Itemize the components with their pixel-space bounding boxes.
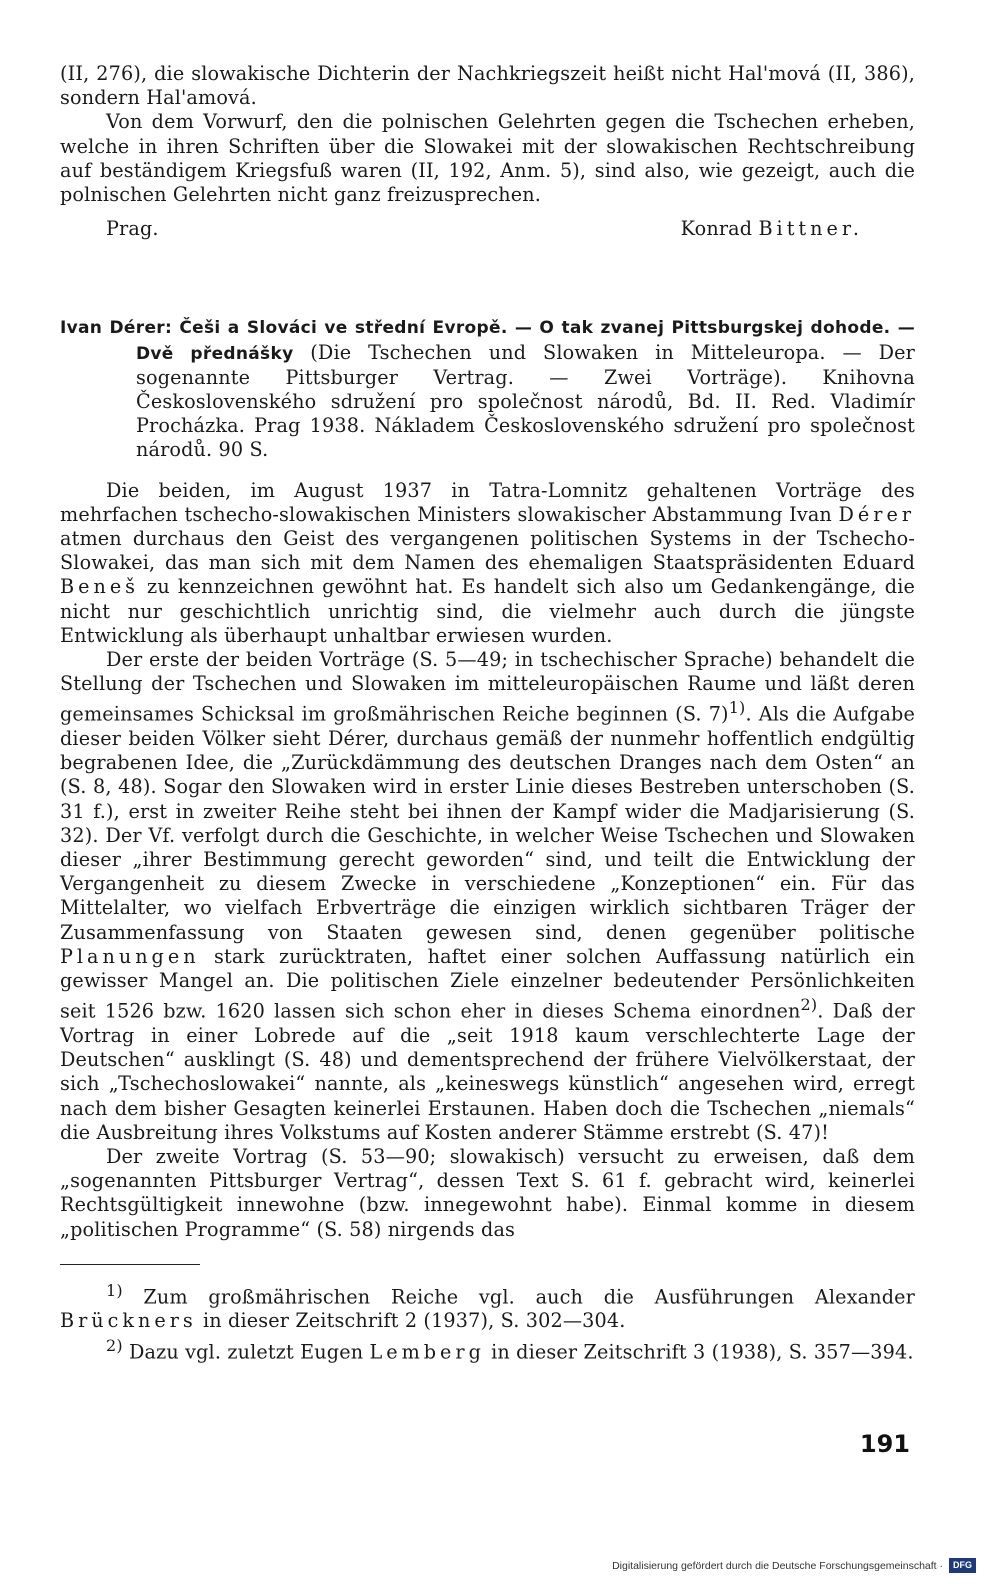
intro-paragraph-1: (II, 276), die slowakische Dichterin der Nachkriegszeit heißt nicht Hal'mová (II, 386), sondern Hal'amová. [60, 62, 915, 110]
footnote-text: Zum großmährischen Reiche vgl. auch die Ausführungen Alexander [122, 1285, 915, 1309]
body-text: stark zurücktraten, haftet einer solchen Auffassung natürlich ein gewisser Mangel an. Die politischen Ziele einzelner bedeutender Persönlichkeiten seit 1526 bzw. 1620 lassen sich schon eher in dieses Schema einordnen [60, 944, 915, 1023]
footnote-ref-1: 1) [728, 698, 746, 718]
footnote-ref-2: 2) [800, 995, 818, 1015]
body-paragraph-2 [60, 648, 915, 1145]
body-text: . Als die Aufgabe dieser beiden Völker sieht Dérer, durchaus gemäß der nunmehr hoffentlich endgültig begrabenen Idee, die „Zurückdämmung des deutschen Dranges nach dem Osten“ an (S. 8, 48). Sogar den Slowaken wird in erster Linie dieses Bestreben unterschoben (S. 31 f.), erst in zweiter Reihe steht bei ihnen der Kampf wider die Madjarisierung (S. 32). Der Vf. verfolgt durch die Geschichte, in welcher Weise Tschechen und Slowaken dieser „ihrer Bestimmung gerecht geworden“ sind, und teilt die Entwicklung der Vergangenheit zu diesem Zwecke in verschiedene „Konzeptionen“ ein. Für das Mittelalter, wo vielfach Erbverträge die einzigen wirklich sichtbaren Träger der Zusammenfassung von Staaten gewesen sind, denen gegenüber politische [60, 702, 915, 944]
signature-author-first: Konrad [680, 217, 753, 241]
body-text: atmen durchaus den Geist des vergangenen politischen Systems in der Tschecho-Slowakei, das man sich mit dem Namen des ehemaligen Staatspräsidenten Eduard [60, 527, 915, 575]
review-details: (Die Tschechen und Slowaken in Mitteleuropa. — Der sogenannte Pittsburger Vertrag. — Zwei Vorträge). Knihovna Československého sdružení pro společnost národů, Bd. II. Red. Vladimír Procházka. Prag 1938. Nákladem Československého sdružení pro společnost národů. 90 S. [136, 340, 915, 462]
footnote-mark-1: 1) [106, 1280, 123, 1300]
review-header [60, 315, 915, 462]
signature-author-last: Bittner. [758, 217, 863, 241]
benes-name-spaced: Beneš [60, 575, 140, 599]
digitization-credit [612, 1558, 976, 1573]
signature-line [60, 217, 915, 241]
dfg-logo-icon: DFG [949, 1558, 976, 1573]
footnote-divider [60, 1264, 200, 1265]
brueckner-name-spaced: Brückners [60, 1309, 197, 1333]
review-author-given: Ivan [60, 318, 103, 339]
lemberg-name-spaced: Lemberg [369, 1339, 485, 1363]
footnote-text: in dieser Zeitschrift 2 (1937), S. 302—304. [196, 1309, 626, 1333]
footnote-mark-2: 2) [106, 1335, 123, 1355]
review-titles: : Češi a Slováci ve střední Evropě. — O tak zvanej Pittsburgskej dohode. — Dvě přednášky [136, 318, 916, 364]
footnote-text: Dazu vgl. zuletzt Eugen [122, 1339, 370, 1363]
review-author-surname: Dérer [109, 318, 165, 339]
page-number: 191 [859, 1430, 910, 1458]
page-content [60, 62, 915, 1364]
planungen-spaced: Planungen [60, 944, 200, 968]
body-text: Die beiden, im August 1937 in Tatra-Lomnitz gehaltenen Vorträge des mehrfachen tschecho-slowakischen Ministers slowakischer Abstammung Ivan [60, 478, 915, 526]
body-text: Der erste der beiden Vorträge (S. 5—49; in tschechischer Sprache) behandelt die Stellung der Tschechen und Slowaken im mitteleuropäischen Raume und läßt deren gemeinsames Schicksal im großmährischen Reiche beginnen (S. 7) [60, 648, 915, 726]
footnote-1 [60, 1279, 915, 1334]
body-paragraph-1 [60, 479, 915, 648]
footnote-text: in dieser Zeitschrift 3 (1938), S. 357—394. [484, 1339, 914, 1363]
body-text: . Daß der Vortrag in einer Lobrede auf die „seit 1918 kaum verschlechterte Lage der Deutschen“ ausklingt (S. 48) und dementsprechend der frühere Vielvölkerstaat, der sich „Tschechoslowakei“ nannte, als „keineswegs künstlich“ angesehen wird, erregt nach dem bisher Gesagten keinerlei Erstaunen. Haben doch die Tschechen „niemals“ die Ausbreitung ihres Volkstums auf Kosten anderer Stämme erstrebt (S. 47)! [60, 999, 915, 1144]
credit-text: Digitalisierung gefördert durch die Deutsche Forschungsgemeinschaft · [612, 1559, 943, 1572]
body-paragraph-3: Der zweite Vortrag (S. 53—90; slowakisch) versucht zu erweisen, daß dem „sogenannten Pittsburger Vertrag“, dessen Text S. 61 f. gebracht wird, keinerlei Rechtsgültigkeit innewohne (bzw. innegewohnt habe). Einmal komme in diesem „politischen Programme“ (S. 58) nirgends das [60, 1144, 915, 1241]
author-name-spaced: Dérer [838, 502, 915, 526]
intro-paragraph-2: Von dem Vorwurf, den die polnischen Gelehrten gegen die Tschechen erheben, welche in ihren Schriften über die Slowakei mit der slowakischen Rechtschreibung auf beständigem Kriegsfuß waren (II, 192, Anm. 5), sind also, wie gezeigt, auch die polnischen Gelehrten nicht ganz freizusprechen. [60, 110, 915, 207]
signature-place: Prag. [106, 217, 159, 241]
footnote-2 [60, 1334, 915, 1365]
body-text: zu kennzeichnen gewöhnt hat. Es handelt sich also um Gedankengänge, die nicht nur geschichtlich unrichtig sind, die vielmehr auch durch die jüngste Entwicklung als überhaupt unhaltbar erwiesen wurden. [60, 575, 915, 647]
signature-author [681, 217, 863, 241]
